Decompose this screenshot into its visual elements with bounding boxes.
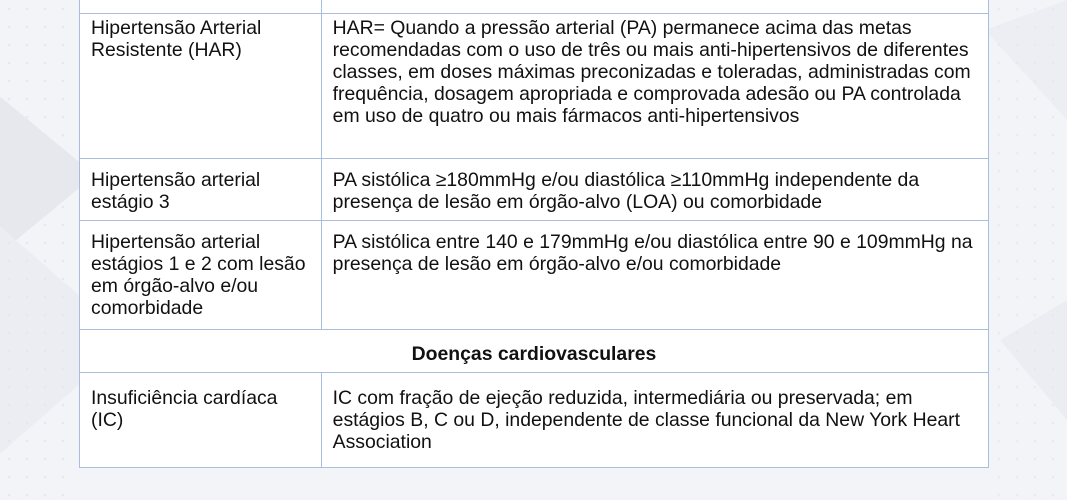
condition-label: Hipertensão arterial estágio 3 (91, 169, 261, 213)
criteria-text: PA sistólica ≥180mmHg e/ou diastólica ≥110mmHg independente da presença de lesão em órgão-alvo (LOA) ou comorbidade (332, 169, 920, 213)
condition-label: Insuficiência cardíaca (IC) (91, 387, 278, 431)
criteria-cell (321, 159, 988, 221)
criteria-cell (321, 0, 988, 14)
table-row (80, 373, 989, 468)
condition-cell (80, 373, 322, 468)
condition-cell (80, 14, 322, 159)
table-row (80, 221, 989, 330)
criteria-cell (321, 14, 988, 159)
section-header: Doenças cardiovasculares (80, 330, 989, 373)
criteria-cell (321, 373, 988, 468)
criteria-text: IC com fração de ejeção reduzida, intermediária ou preservada; em estágios B, C ou D, independente de classe funcional da New York Heart Association (332, 387, 961, 453)
condition-label: Hipertensão Arterial Resistente (HAR) (91, 17, 262, 61)
criteria-text: PA sistólica entre 140 e 179mmHg e/ou diastólica entre 90 e 109mmHg na presença de lesão em órgão-alvo e/ou comorbidade (332, 231, 973, 275)
table-row (80, 14, 989, 159)
section-header-row (80, 330, 989, 373)
criteria-text: HAR= Quando a pressão arterial (PA) permanece acima das metas recomendadas com o uso de três ou mais anti-hipertensivos de diferentes classes, em doses máximas preconizadas e toleradas, administradas com frequência, dosagem apropriada e comprovada adesão ou PA controlada em uso de quatro ou mais fármacos anti-hipertensivos (332, 17, 971, 127)
condition-cell (80, 221, 322, 330)
comorbidity-table-container (79, 0, 989, 468)
condition-cell (80, 159, 322, 221)
table-row (80, 159, 989, 221)
condition-label: Hipertensão arterial estágios 1 e 2 com lesão em órgão-alvo e/ou comorbidade (91, 231, 306, 319)
criteria-cell (321, 221, 988, 330)
comorbidity-table (79, 0, 989, 468)
table-row (80, 0, 989, 14)
condition-cell (80, 0, 322, 14)
